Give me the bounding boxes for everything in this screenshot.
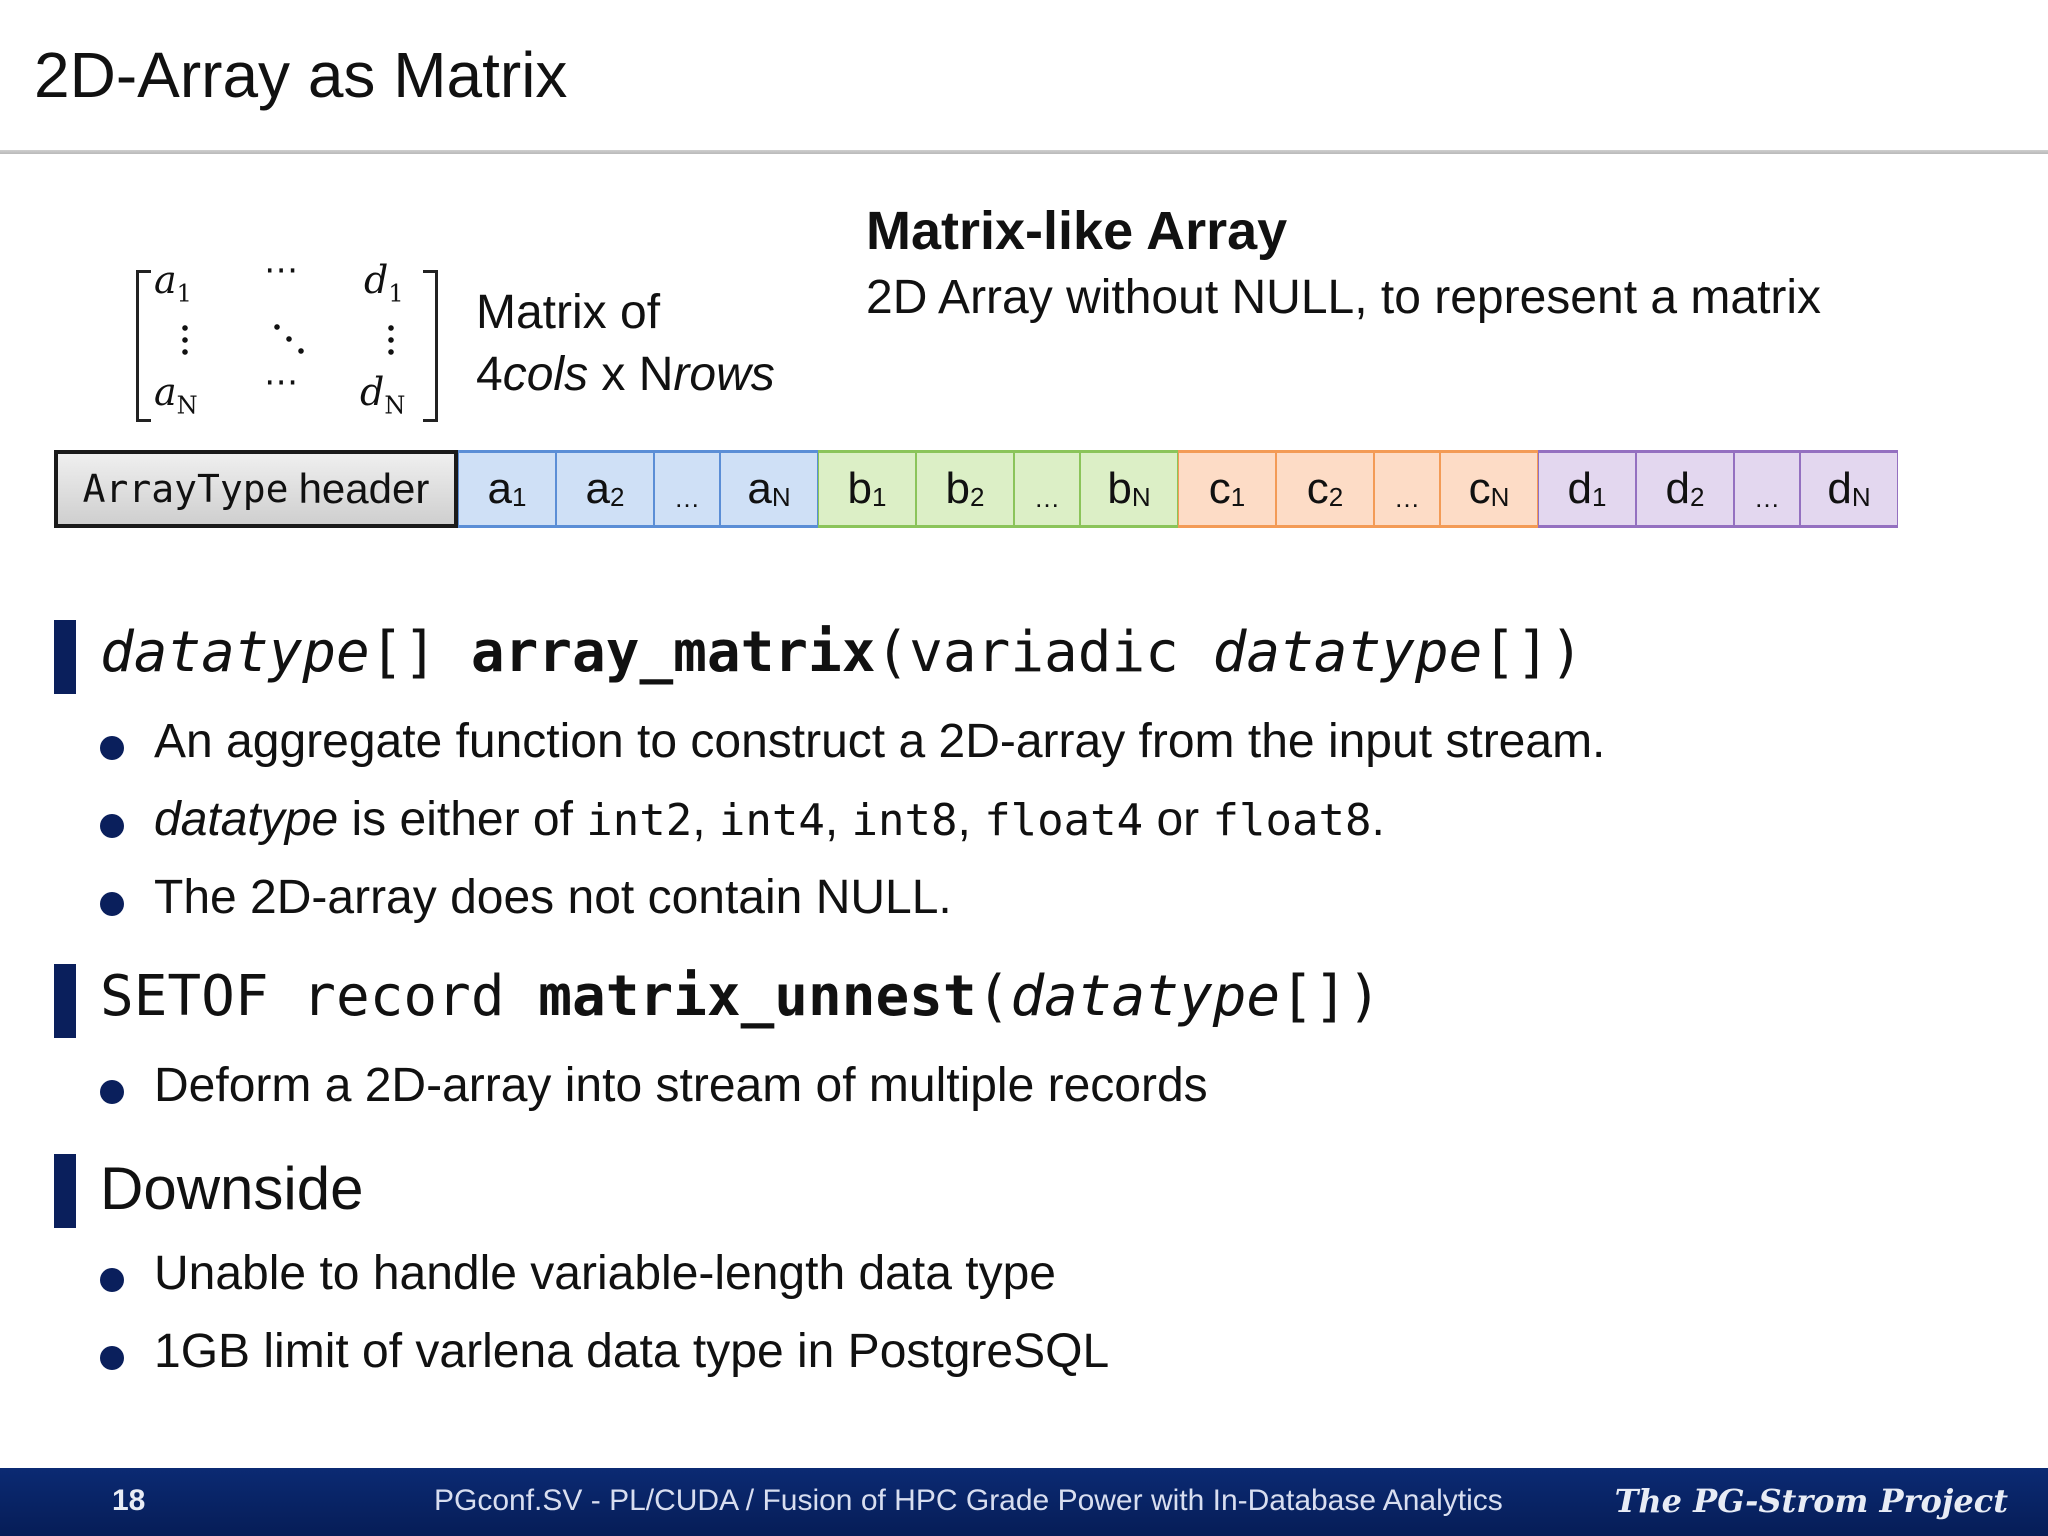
array-cell-d-ellipsis: … [1734,450,1800,528]
bullet-text: 1GB limit of varlena data type in PostgreSQL [154,1325,1110,1378]
array-cell-aN: a $_N$ [720,450,818,528]
array-cell-c-ellipsis: … [1374,450,1440,528]
array-cell-dN: d $_N$ [1800,450,1898,528]
matrix-cell-dN: $d_N$ [360,370,406,420]
array-cell-b2: b $_2$ [916,450,1014,528]
array-cell-b1: b $_1$ [818,450,916,528]
bullet-text: Unable to handle variable-length data type [154,1247,1056,1300]
bullet-text: The 2D-array does not contain NULL. [154,871,952,924]
matrix-description [476,282,775,406]
signature-array-matrix: datatype[] array_matrix(variadic datatype[]) [100,620,1584,685]
bullet-text: Deform a 2D-array into stream of multiple records [154,1059,1208,1112]
section-marker [54,620,76,694]
array-header-cell [54,450,458,528]
bullet-dot [100,892,124,916]
array-cell-a2: a $_2$ [556,450,654,528]
bullet-dot [100,1080,124,1104]
matrix-cell-aN: $a_N$ [154,370,198,420]
array-header-label: header [298,465,430,512]
bullet-dot [100,736,124,760]
array-layout-strip [54,450,1898,534]
slide-title: 2D-Array as Matrix [34,39,568,111]
matrix-hdots-bottom: ⋯ [264,362,298,402]
bullet-dot [100,1268,124,1292]
array-cell-a-ellipsis: … [654,450,720,528]
matrix-desc-line2: 4cols x Nrows [476,348,775,401]
bullet-text: An aggregate function to construct a 2D-array from the input stream. [154,715,1606,768]
brand-logo-text: The PG-Strom Project [1614,1482,2008,1520]
array-cell-b-ellipsis: … [1014,450,1080,528]
bullet-dot [100,1346,124,1370]
bullet-dot [100,814,124,838]
array-cell-c2: c $_2$ [1276,450,1374,528]
matrix-cell-d1: $d_1$ [364,258,404,308]
section-marker [54,964,76,1038]
array-cell-d2: d $_2$ [1636,450,1734,528]
matrix-desc-line1: Matrix of [476,286,661,339]
bullet-text: datatype is either of int2, int4, int8, float4 or float8. [154,793,1385,846]
signature-matrix-unnest: SETOF record matrix_unnest(datatype[]) [100,964,1382,1029]
matrix-like-title: Matrix-like Array [866,201,1288,261]
matrix-like-subtitle: 2D Array without NULL, to represent a matrix [866,271,1822,324]
matrix-vdots-right [388,322,394,358]
matrix-left-bracket [136,270,151,422]
page-number: 18 [112,1484,146,1517]
footer-text: PGconf.SV - PL/CUDA / Fusion of HPC Grade Power with In-Database Analytics [434,1484,1503,1517]
array-cell-c1: c $_1$ [1178,450,1276,528]
section-title: Downside [100,1155,364,1222]
array-cell-cN: c $_N$ [1440,450,1538,528]
array-cell-d1: d $_1$ [1538,450,1636,528]
matrix-right-bracket [423,270,438,422]
matrix-cell-a1: $a_1$ [154,258,192,308]
matrix-diagram [134,250,440,426]
array-header-type: ArrayType [82,467,289,511]
matrix-ddots [272,322,308,358]
matrix-hdots-top: ⋯ [264,250,298,290]
section-marker [54,1154,76,1228]
title-divider [0,150,2048,154]
slide-footer [0,1468,2048,1536]
array-cell-a1: a $_1$ [458,450,556,528]
array-cell-bN: b $_N$ [1080,450,1178,528]
matrix-vdots-left [182,322,188,358]
